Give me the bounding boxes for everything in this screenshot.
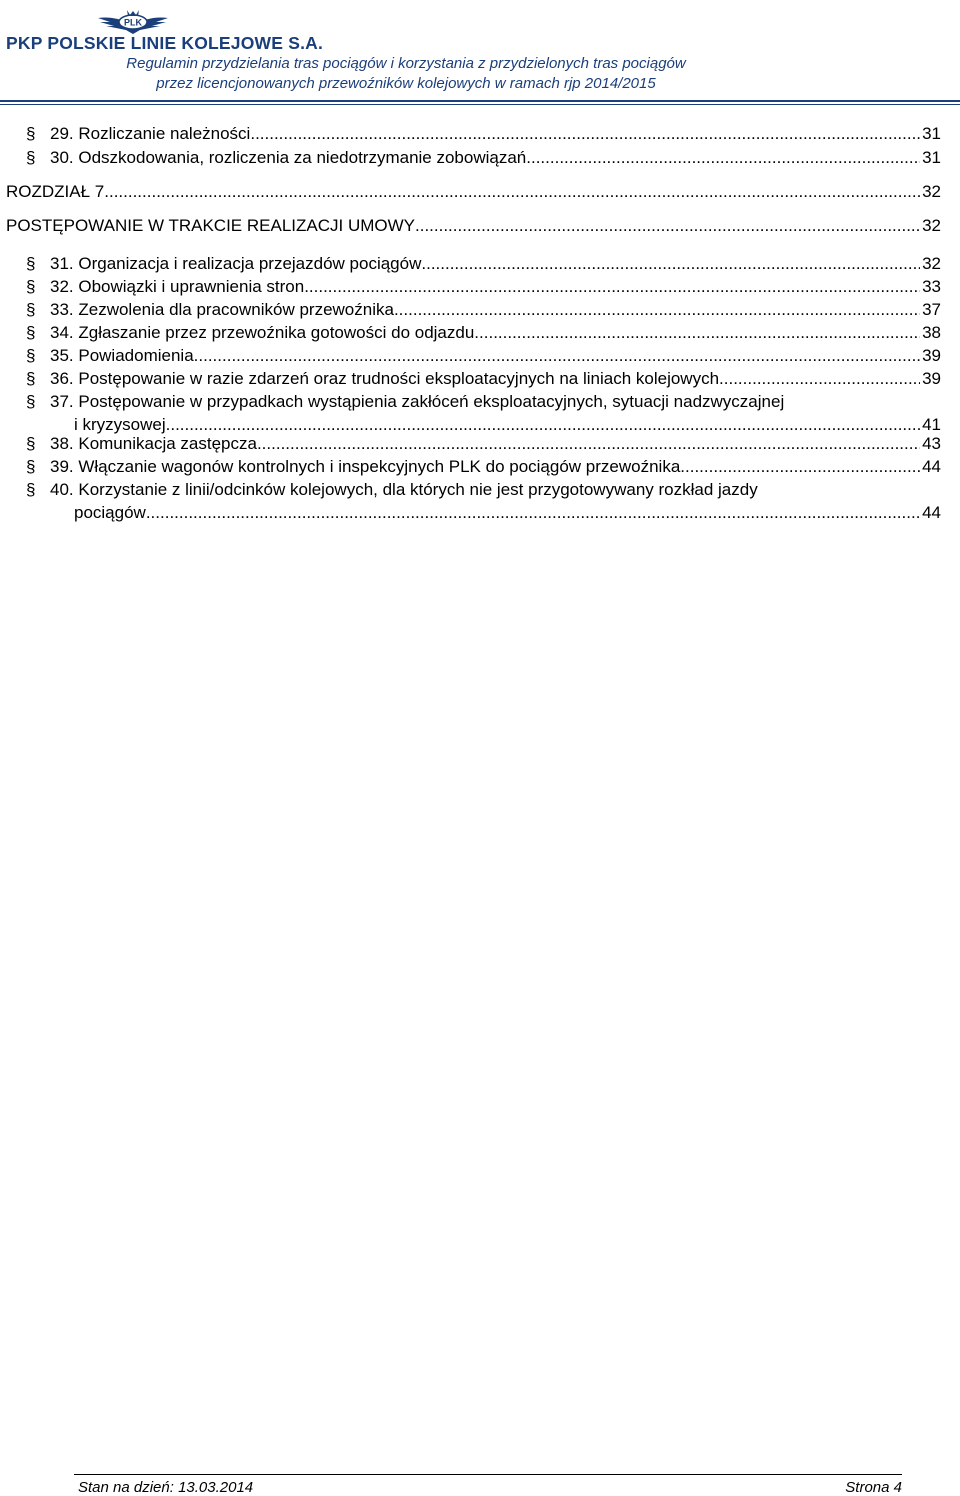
toc-entry[interactable] — [0, 346, 960, 370]
footer-page-number: Strona 4 — [845, 1479, 902, 1496]
toc-entry-title: 35. Powiadomienia — [50, 346, 194, 365]
section-sign: § — [26, 300, 36, 319]
toc-entry-page: 31 — [922, 124, 941, 143]
toc-entry-title: 36. Postępowanie w razie zdarzeń oraz trudności eksploatacyjnych na liniach kolejowych — [50, 369, 720, 388]
toc-entry-page: 32 — [922, 216, 941, 235]
header-divider — [0, 100, 960, 102]
toc-entry[interactable] — [0, 300, 960, 324]
section-sign: § — [26, 323, 36, 342]
section-sign: § — [26, 369, 36, 388]
toc-entry-title: i kryzysowej — [74, 415, 166, 434]
toc-entry-title: 39. Włączanie wagonów kontrolnych i inspekcyjnych PLK do pociągów przewoźnika — [50, 457, 681, 476]
toc-entry-page: 32 — [922, 182, 941, 201]
section-sign: § — [26, 124, 36, 143]
toc-entry-title: pociągów — [74, 503, 146, 522]
toc-entry-page: 38 — [922, 323, 941, 342]
section-sign: § — [26, 346, 36, 365]
toc-entry[interactable] — [0, 148, 960, 172]
toc-entry-title: 38. Komunikacja zastępcza — [50, 434, 257, 453]
logo-text: PLK — [124, 17, 142, 28]
header-divider-thin — [0, 104, 960, 105]
toc-entry[interactable] — [0, 457, 960, 481]
toc-entry-title-line1: 40. Korzystanie z linii/odcinków kolejowych, dla których nie jest przygotowywany rozkład jazdy — [50, 480, 758, 499]
toc-entry-page: 39 — [922, 346, 941, 365]
toc-chapter-heading[interactable] — [0, 216, 960, 240]
toc-entry-page: 33 — [922, 277, 941, 296]
section-sign: § — [26, 434, 36, 453]
toc-entry-title: 33. Zezwolenia dla pracowników przewoźnika — [50, 300, 394, 319]
section-sign: § — [26, 457, 36, 476]
toc-entry-page: 31 — [922, 148, 941, 167]
section-sign: § — [26, 392, 36, 411]
toc-entry-page: 39 — [922, 369, 941, 388]
toc-entry-title: 31. Organizacja i realizacja przejazdów pociągów — [50, 254, 422, 273]
toc-chapter-title: POSTĘPOWANIE W TRAKCIE REALIZACJI UMOWY — [6, 216, 415, 235]
page-header — [0, 0, 960, 104]
toc-entry-title: 34. Zgłaszanie przez przewoźnika gotowości do odjazdu — [50, 323, 475, 342]
toc-chapter-title: ROZDZIAŁ 7 — [6, 182, 105, 201]
toc-entry-page: 41 — [922, 415, 941, 434]
toc-entry[interactable] — [0, 434, 960, 458]
toc-entry[interactable] — [0, 369, 960, 393]
toc-entry-page: 44 — [922, 503, 941, 522]
toc-entry[interactable] — [0, 277, 960, 301]
company-name: PKP POLSKIE LINIE KOLEJOWE S.A. — [6, 33, 324, 53]
toc-entry[interactable] — [0, 254, 960, 278]
footer-date: Stan na dzień: 13.03.2014 — [78, 1479, 254, 1496]
toc-entry-title-line1: 37. Postępowanie w przypadkach wystąpienia zakłóceń eksploatacyjnych, sytuacji nadzwyczajnej — [50, 392, 785, 411]
page-footer — [74, 1474, 902, 1496]
toc-entry-page: 44 — [922, 457, 941, 476]
toc-entry[interactable] — [0, 480, 960, 528]
section-sign: § — [26, 148, 36, 167]
toc-entry[interactable] — [0, 124, 960, 148]
section-sign: § — [26, 277, 36, 296]
toc-entry-page: 43 — [922, 434, 941, 453]
section-sign: § — [26, 254, 36, 273]
toc-chapter[interactable] — [0, 182, 960, 206]
toc-entry[interactable] — [0, 323, 960, 347]
toc-entry-page: 32 — [922, 254, 941, 273]
toc-entry-title: 29. Rozliczanie należności — [50, 124, 251, 143]
toc-entry-title: 30. Odszkodowania, rozliczenia za niedotrzymanie zobowiązań — [50, 148, 527, 167]
toc-entry-page: 37 — [922, 300, 941, 319]
section-sign: § — [26, 480, 36, 499]
document-title-line1: Regulamin przydzielania tras pociągów i korzystania z przydzielonych tras pociągów — [126, 55, 686, 72]
document-title-line2: przez licencjonowanych przewoźników kolejowych w ramach rjp 2014/2015 — [156, 75, 656, 92]
toc-entry[interactable] — [0, 392, 960, 440]
toc-entry-title: 32. Obowiązki i uprawnienia stron — [50, 277, 305, 296]
